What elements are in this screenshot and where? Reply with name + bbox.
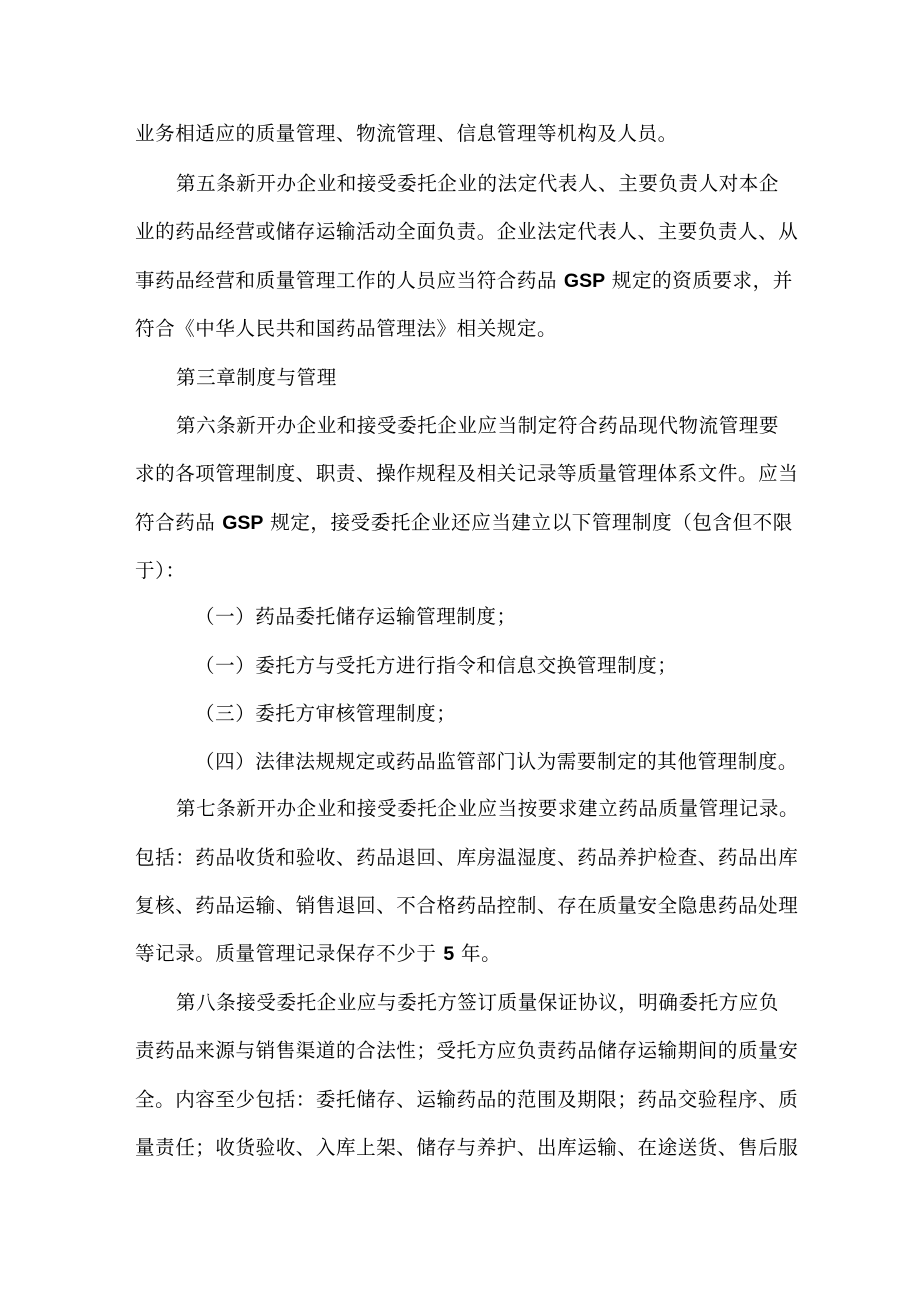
text-span: 规定的资质要求，并	[611, 269, 793, 292]
text-line	[176, 986, 779, 1020]
list-item	[195, 745, 798, 779]
text-span: 第八条接受委托企业应与委托方签订质量保证协议，明确委托方应负	[176, 991, 780, 1014]
text-line	[176, 167, 779, 201]
list-item	[195, 649, 677, 683]
text-span: 第三章制度与管理	[176, 366, 337, 389]
text-span: （一）委托方与受托方进行指令和信息交换管理制度；	[195, 654, 678, 677]
text-span: 业的药品经营或储存运输活动全面负责。企业法定代表人、主要负责人、从	[135, 220, 799, 243]
list-item	[195, 697, 456, 731]
text-span: 复核、药品运输、销售退回、不合格药品控制、存在质量安全隐患药品处理	[135, 894, 799, 917]
text-span: （四）法律法规规定或药品监管部门认为需要制定的其他管理制度。	[195, 750, 799, 773]
text-line	[135, 1083, 798, 1117]
text-span: 符合药品	[135, 511, 216, 534]
text-line	[135, 1034, 798, 1068]
text-span: 求的各项管理制度、职责、操作规程及相关记录等质量管理体系文件。应当	[135, 462, 799, 485]
list-item	[195, 600, 517, 634]
text-line	[135, 215, 798, 249]
text-span: 年。	[461, 942, 502, 965]
text-span: 量责任；收货验收、入库上架、储存与养护、出库运输、在途送货、售后服	[135, 1136, 799, 1159]
text-span: 责药品来源与销售渠道的合法性；受托方应负责药品储存运输期间的质量安	[135, 1039, 799, 1062]
text-span: 业务相适应的质量管理、物流管理、信息管理等机构及人员。	[135, 122, 678, 145]
text-span: 事药品经营和质量管理工作的人员应当符合药品	[135, 269, 558, 292]
text-line	[135, 506, 793, 540]
years-number: 5	[443, 943, 455, 965]
text-line	[135, 841, 798, 875]
text-line	[135, 264, 793, 298]
text-line	[135, 1131, 798, 1165]
text-span: 第六条新开办企业和接受委托企业应当制定符合药品现代物流管理要	[176, 414, 780, 437]
text-span: 规定，接受委托企业还应当建立以下管理制度（包含但不限	[270, 511, 793, 534]
text-line	[135, 937, 501, 971]
text-span: 包括：药品收货和验收、药品退回、库房温湿度、药品养护检查、药品出库	[135, 846, 799, 869]
text-span: 全。内容至少包括：委托储存、运输药品的范围及期限；药品交验程序、质	[135, 1088, 799, 1111]
text-span: 第五条新开办企业和接受委托企业的法定代表人、主要负责人对本企	[176, 172, 780, 195]
text-line	[135, 312, 557, 346]
text-span: 符合《中华人民共和国药品管理法》相关规定。	[135, 317, 558, 340]
text-line	[176, 792, 799, 826]
gsp-abbreviation: GSP	[563, 270, 606, 292]
chapter-heading	[176, 361, 337, 395]
text-span: 第七条新开办企业和接受委托企业应当按要求建立药品质量管理记录。	[176, 797, 800, 820]
text-line	[135, 457, 798, 491]
text-line	[135, 889, 798, 923]
text-line	[135, 117, 678, 151]
text-line	[135, 554, 186, 588]
text-span: 等记录。质量管理记录保存不少于	[135, 942, 437, 965]
text-line	[176, 409, 779, 443]
text-span: （三）委托方审核管理制度；	[195, 702, 457, 725]
text-span: （一）药品委托储存运输管理制度；	[195, 605, 517, 628]
gsp-abbreviation: GSP	[222, 512, 264, 534]
text-span: 于）：	[135, 559, 186, 582]
